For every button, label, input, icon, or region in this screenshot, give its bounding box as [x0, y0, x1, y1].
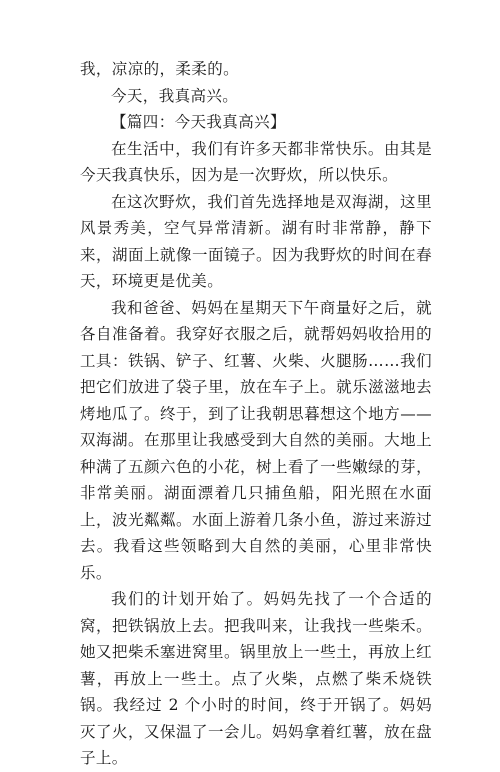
section-heading: 【篇四：今天我真高兴】	[111, 113, 286, 131]
paragraph-cooking: 我们的计划开始了。妈妈先找了一个合适的窝，把铁锅放上去。把我叫来，让我找一些柴禾。她又把柴禾塞进窝里。锅里放上一些土，再放上红薯，再放上一些土。点了火柴，点燃了柴禾烧铁锅。我经过 2 个小时的时间，终于开锅了。妈妈灭了火，又保温了一会儿。妈妈拿着红薯，放在盘子上。	[80, 590, 432, 767]
paragraph-preparation: 我和爸爸、妈妈在星期天下午商量好之后，就各自准备着。我穿好衣服之后，就帮妈妈收拾用的工具：铁锅、铲子、红薯、火柴、火腿肠……我们把它们放进了袋子里，放在车子上。就乐滋滋地去烤地瓜了。终于，到了让我朝思暮想这个地方——双海湖。在那里让我感受到大自然的美丽。大地上种满了五颜六色的小花，树上看了一些嫩绿的芽，非常美丽。湖面漂着几只捕鱼船，阳光照在水面上，波光粼粼。水面上游着几条小鱼，游过来游过去。我看这些领略到大自然的美丽，心里非常快乐。	[80, 298, 432, 582]
paragraph-intro: 在生活中，我们有许多天都非常快乐。由其是今天我真快乐，因为是一次野炊，所以快乐。	[80, 139, 432, 184]
paragraph-today-happy: 今天，我真高兴。	[111, 86, 239, 105]
paragraph-continuation: 我，凉凉的，柔柔的。	[80, 60, 240, 78]
paragraph-location: 在这次野炊，我们首先选择地是双海湖，这里风景秀美，空气异常清新。湖有时非常静，静下来，湖面上就像一面镜子。因为我野炊的时间在春天，环境更是优美。	[80, 192, 432, 290]
